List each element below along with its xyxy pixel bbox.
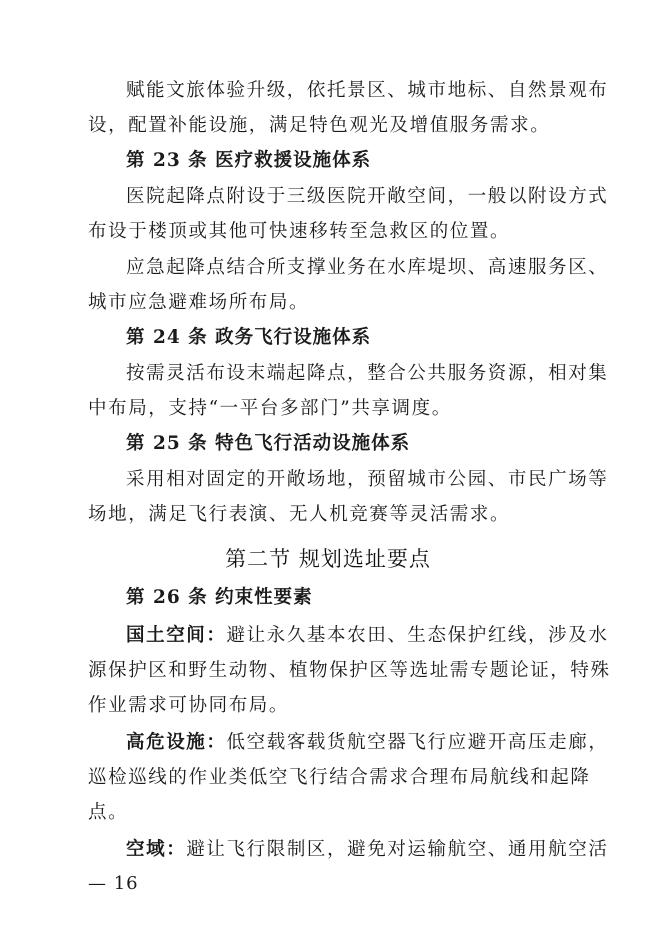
article-heading-23: 第 23 条 医疗救援设施体系 — [126, 150, 372, 171]
body-text-line: 中布局，支持“一平台多部门”共享调度。 — [88, 398, 452, 419]
term-text: 低空载客载货航空器飞行应避开高压走廊， — [226, 732, 609, 753]
body-text-line: 采用相对固定的开敞场地，预留城市公园、市民广场等 — [126, 469, 609, 490]
term-label: 高危设施： — [126, 732, 227, 753]
body-text-line — [126, 624, 609, 648]
article-heading-25: 第 25 条 特色飞行活动设施体系 — [126, 433, 411, 454]
body-text-line: 城市应急避难场所布局。 — [88, 292, 310, 313]
body-text-line: 应急起降点结合所支撑业务在水库堤坝、高速服务区、 — [126, 257, 609, 278]
page-number: — 16 — [88, 873, 139, 894]
body-text-line: 点。 — [88, 802, 129, 823]
term-text: 避让永久基本农田、生态保护红线，涉及水 — [226, 625, 609, 646]
body-text-line: 赋能文旅体验升级，依托景区、城市地标、自然景观布 — [126, 80, 609, 101]
term-label: 空域： — [126, 839, 187, 860]
article-heading-26: 第 26 条 约束性要素 — [126, 587, 313, 608]
body-text-line: 源保护区和野生动物、植物保护区等选址需专题论证，特殊 — [88, 660, 611, 681]
term-text: 避让飞行限制区，避免对运输航空、通用航空活 — [186, 839, 609, 860]
body-text-line: 设，配置补能设施，满足特色观光及增值服务需求。 — [88, 115, 551, 136]
body-text-line: 巡检巡线的作业类低空飞行结合需求合理布局航线和起降 — [88, 767, 591, 788]
article-heading-24: 第 24 条 政务飞行设施体系 — [126, 327, 372, 348]
term-label: 国土空间： — [126, 625, 227, 646]
body-text-line: 场地，满足飞行表演、无人机竞赛等灵活需求。 — [88, 504, 511, 525]
body-text-line: 按需灵活布设末端起降点，整合公共服务资源，相对集 — [126, 363, 609, 384]
section-title: 第二节 规划选址要点 — [225, 547, 431, 571]
body-text-line: 布设于楼顶或其他可快速移转至急救区的位置。 — [88, 221, 511, 242]
body-text-line: 医院起降点附设于三级医院开敞空间，一般以附设方式 — [126, 186, 609, 207]
body-text-line: 作业需求可协同布局。 — [88, 695, 290, 716]
body-text-line — [126, 838, 609, 862]
body-text-line — [126, 731, 609, 755]
